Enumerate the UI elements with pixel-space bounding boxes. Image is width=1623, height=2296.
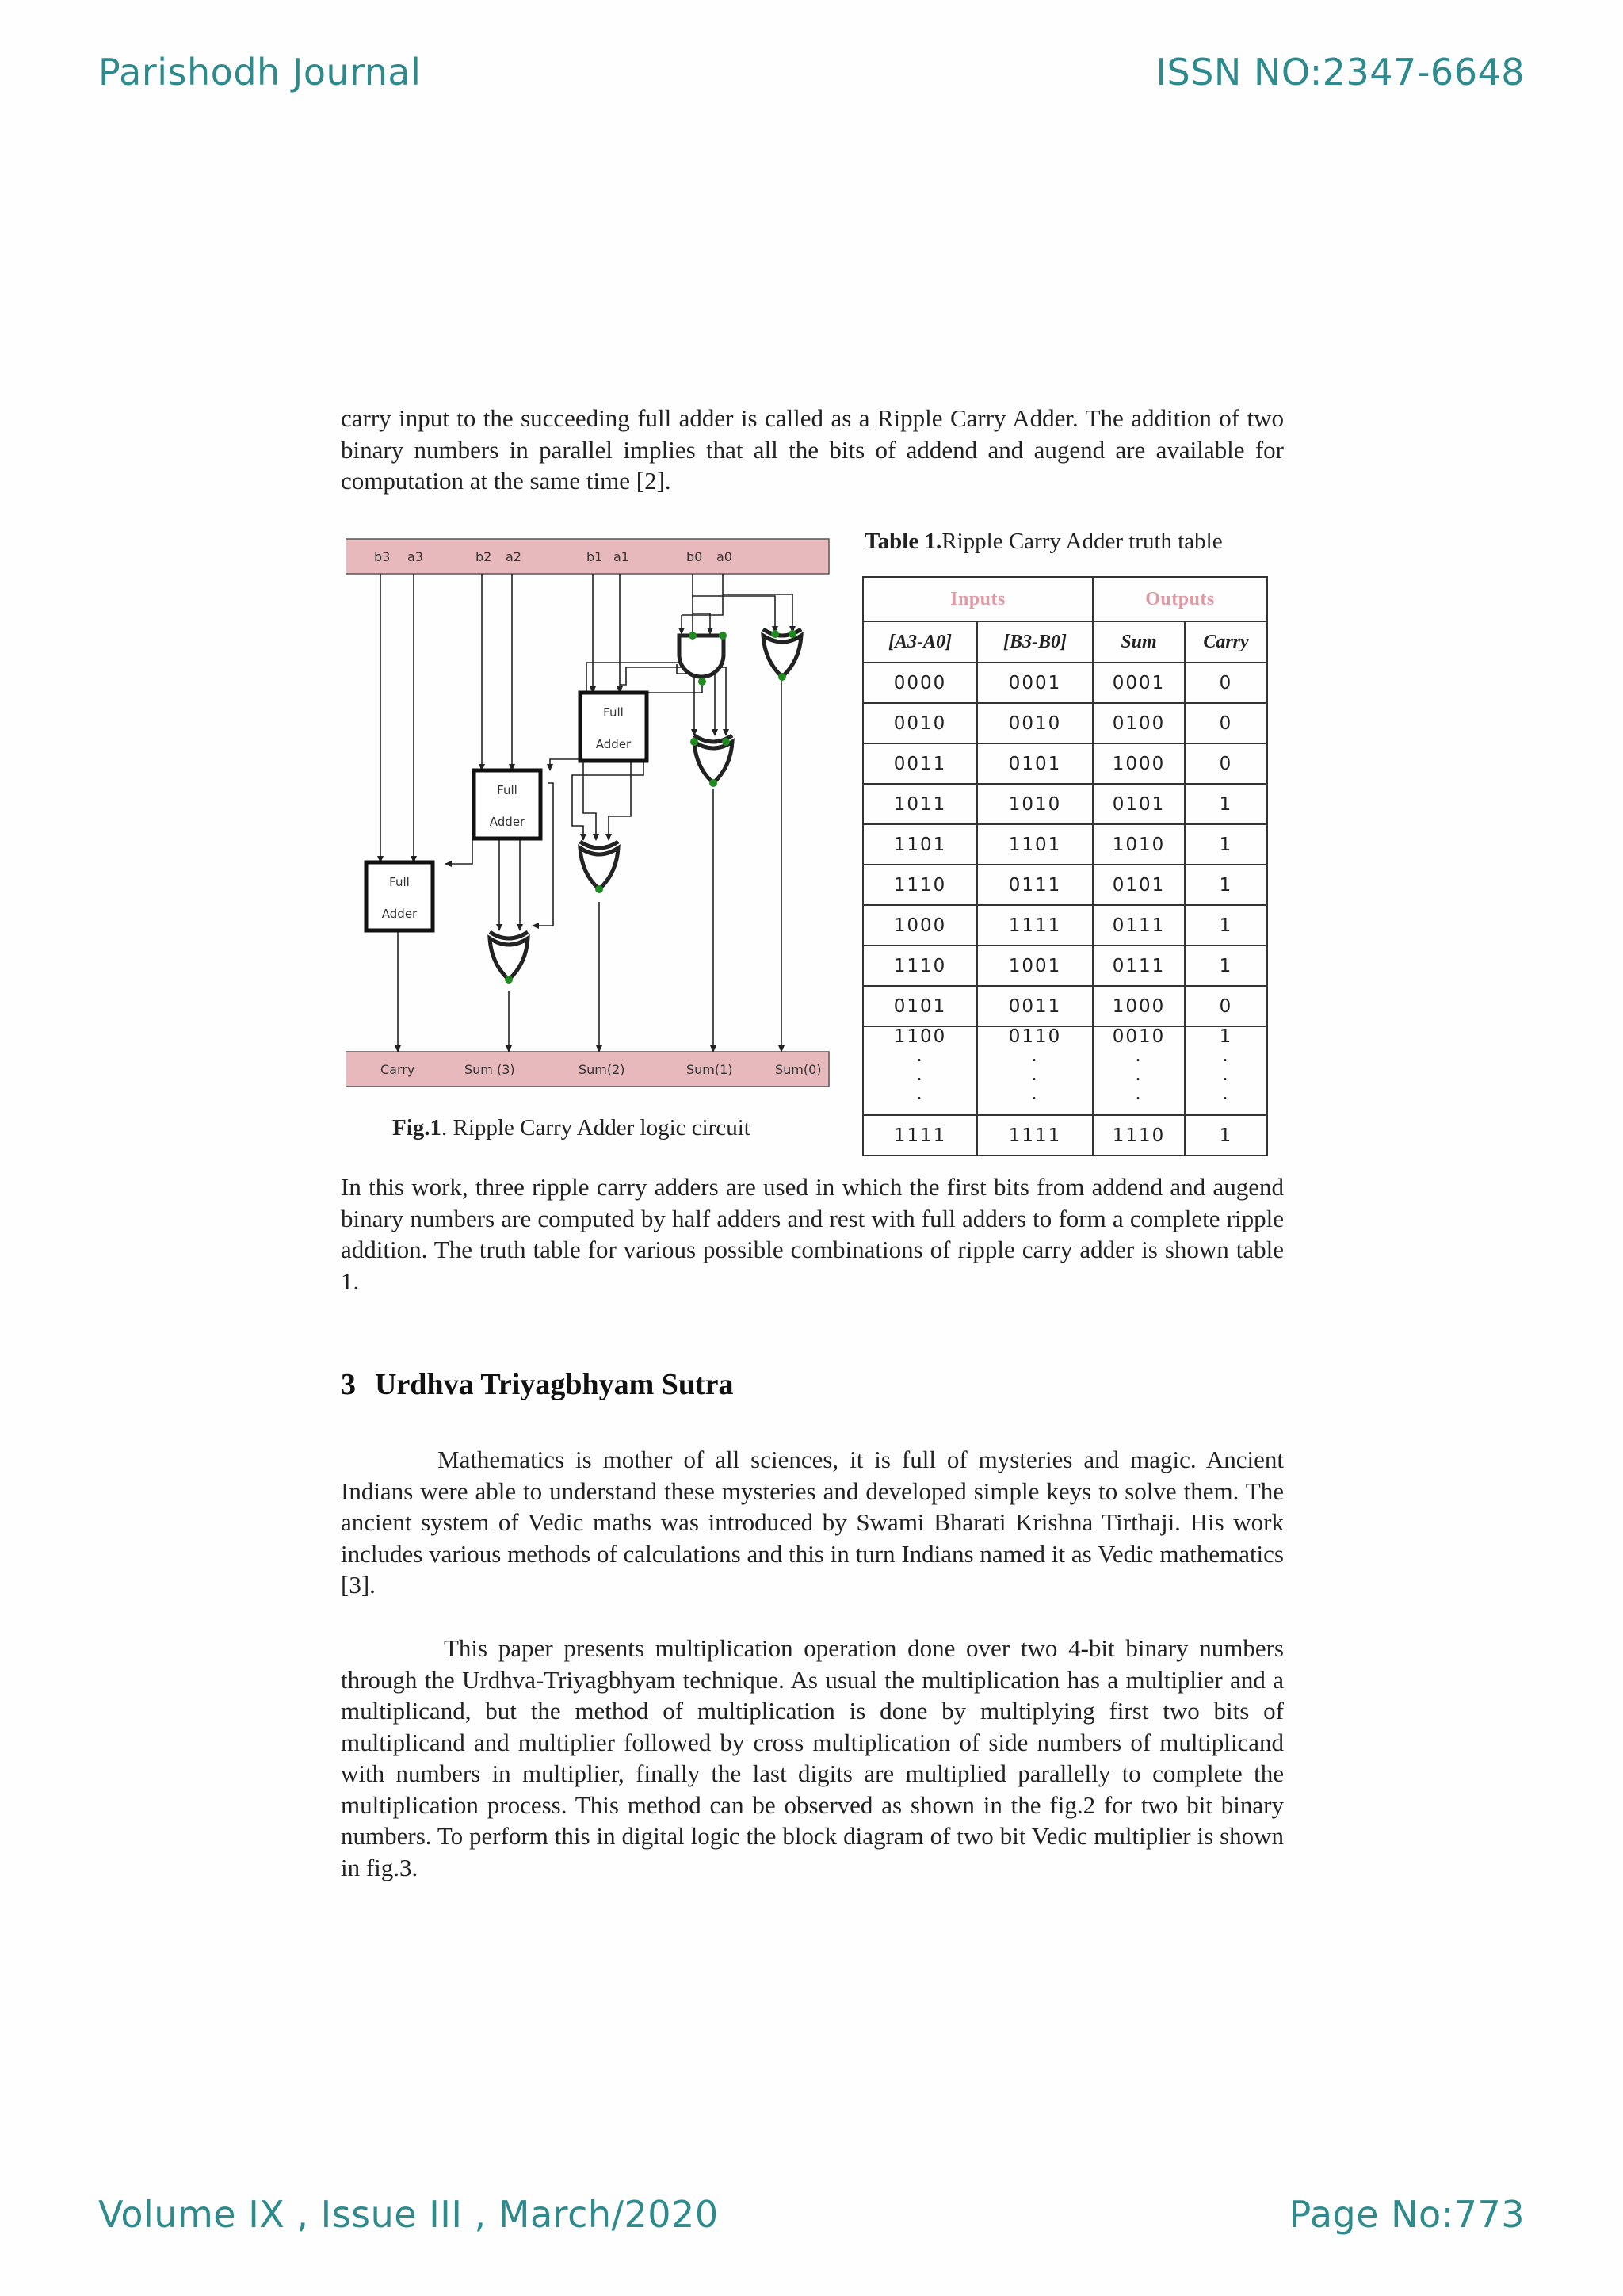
table-cell: 1 bbox=[1185, 784, 1267, 824]
input-label: a1 bbox=[613, 549, 629, 564]
full-adder-block bbox=[580, 693, 647, 761]
output-label: Sum(1) bbox=[686, 1062, 733, 1077]
table-row bbox=[863, 1026, 1267, 1115]
table-cell: 0011 bbox=[977, 986, 1093, 1026]
ellipsis-dot: . bbox=[1222, 1064, 1230, 1085]
table-cell: 1 bbox=[1185, 865, 1267, 905]
table-cell: 0111 bbox=[1093, 946, 1185, 986]
page-number: Page No:773 bbox=[1289, 2193, 1525, 2236]
journal-title: Parishodh Journal bbox=[98, 51, 422, 94]
table-cell: 0011 bbox=[863, 743, 977, 784]
section-number: 3 bbox=[341, 1368, 356, 1401]
column-header-a: [A3-A0] bbox=[863, 621, 977, 663]
outputs-group-header: Outputs bbox=[1093, 577, 1267, 621]
table-cell: 0100 bbox=[1093, 703, 1185, 743]
table-cell: 0 bbox=[1185, 663, 1267, 703]
table-cell: 0 bbox=[1185, 743, 1267, 784]
ellipsis-dot: . bbox=[1222, 1045, 1230, 1066]
table-cell: 1 bbox=[1185, 1115, 1267, 1156]
volume-issue: Volume IX , Issue III , March/2020 bbox=[98, 2193, 719, 2236]
table-cell: 1101 bbox=[863, 824, 977, 865]
table-cell: 0111 bbox=[977, 865, 1093, 905]
full-adder-label: Full bbox=[389, 875, 410, 889]
intro-paragraph bbox=[341, 403, 1284, 497]
full-adder-block bbox=[474, 770, 540, 839]
table-cell: 1010 bbox=[977, 784, 1093, 824]
table-cell bbox=[1093, 1026, 1185, 1115]
xor-gate-sum3 bbox=[490, 938, 528, 980]
input-label: a2 bbox=[506, 549, 521, 564]
ellipsis-dot: . bbox=[1031, 1045, 1039, 1066]
ellipsis-dot: . bbox=[1031, 1064, 1039, 1085]
input-label: a3 bbox=[407, 549, 423, 564]
after-figure-paragraph bbox=[341, 1171, 1284, 1297]
table-row-last bbox=[863, 1115, 1267, 1156]
table-cell: 0101 bbox=[1093, 865, 1185, 905]
table-cell: 0101 bbox=[863, 986, 977, 1026]
output-label: Sum(0) bbox=[775, 1062, 822, 1077]
figure-caption-label: Fig.1 bbox=[392, 1115, 442, 1140]
input-label: b3 bbox=[374, 549, 391, 564]
table-cell: 0000 bbox=[863, 663, 977, 703]
sutra-paragraph-1 bbox=[341, 1444, 1284, 1601]
table-cell: 1011 bbox=[863, 784, 977, 824]
table-cell: 1101 bbox=[977, 824, 1093, 865]
ellipsis-dot: . bbox=[1031, 1083, 1039, 1104]
table-cell: 0001 bbox=[977, 663, 1093, 703]
and-gate bbox=[679, 636, 724, 677]
figure-caption-text: . Ripple Carry Adder logic circuit bbox=[441, 1115, 750, 1140]
ellipsis-dot: . bbox=[1135, 1045, 1143, 1066]
table-cell bbox=[863, 1026, 977, 1115]
issn-number: ISSN NO:2347-6648 bbox=[1155, 51, 1525, 94]
output-label: Sum (3) bbox=[464, 1062, 515, 1077]
table-cell: 0101 bbox=[977, 743, 1093, 784]
cell-value: 0110 bbox=[1008, 1026, 1062, 1047]
output-label: Carry bbox=[380, 1062, 415, 1077]
ellipsis-dot: . bbox=[1222, 1083, 1230, 1104]
table-cell: 0 bbox=[1185, 986, 1267, 1026]
column-header-carry: Carry bbox=[1185, 621, 1267, 663]
ellipsis-dot: . bbox=[916, 1083, 924, 1104]
junction-node bbox=[698, 678, 706, 686]
junction-node bbox=[771, 630, 779, 638]
inputs-group-header: Inputs bbox=[863, 577, 1093, 621]
table-cell: 1 bbox=[1185, 824, 1267, 865]
table-cell bbox=[1185, 1026, 1267, 1115]
junction-node bbox=[505, 976, 513, 984]
column-header-sum: Sum bbox=[1093, 621, 1185, 663]
table-caption bbox=[865, 529, 1223, 555]
ellipsis-dot: . bbox=[1135, 1083, 1143, 1104]
section-heading bbox=[341, 1367, 734, 1402]
table-cell: 1110 bbox=[863, 865, 977, 905]
table-row bbox=[863, 663, 1267, 703]
table-row bbox=[863, 946, 1267, 986]
full-adder-label: Adder bbox=[595, 737, 632, 751]
table-cell: 1000 bbox=[863, 905, 977, 946]
junction-node bbox=[722, 738, 730, 746]
input-label: b2 bbox=[475, 549, 492, 564]
ripple-carry-adder-circuit bbox=[346, 537, 831, 1090]
table-row bbox=[863, 865, 1267, 905]
ellipsis-dot: . bbox=[1135, 1064, 1143, 1085]
xor-gate-sum2 bbox=[580, 848, 618, 889]
table-cell: 1010 bbox=[1093, 824, 1185, 865]
junction-node bbox=[689, 632, 697, 640]
input-label: a0 bbox=[716, 549, 732, 564]
paragraph: This paper presents multiplication operation done over two 4-bit binary numbers through the Urdhva-Triyagbhyam technique. As usual the multiplication has a multiplier and a multiplicand, but the method of multiplication is done by multiplying first two bits of multiplicand and multiplier followed by cross multiplication of side numbers of multiplicand with numbers in multiplier, finally the last digits are multiplied parallelly to complete the multiplication process. This method can be observed as shown in the fig.2 for two bit binary numbers. To perform this in digital logic the block diagram of two bit Vedic multiplier is shown in fig.3. bbox=[341, 1634, 1284, 1881]
table-row bbox=[863, 743, 1267, 784]
table-cell: 0010 bbox=[863, 703, 977, 743]
table-cell: 0010 bbox=[977, 703, 1093, 743]
full-adder-label: Adder bbox=[489, 815, 525, 829]
junction-node bbox=[709, 779, 717, 787]
junction-node bbox=[778, 673, 786, 681]
full-adder-block bbox=[366, 862, 433, 930]
xor-gate-sum0 bbox=[763, 636, 801, 677]
table-cell: 1110 bbox=[1093, 1115, 1185, 1156]
paragraph: Mathematics is mother of all sciences, it is full of mysteries and magic. Ancient Indians were able to understand these mysteries and developed simple keys to solve them. The ancient system of Vedic maths was introduced by Swami Bharati Krishna Tirthaji. His work includes various methods of calculations and this in turn Indians named it as Vedic mathematics [3]. bbox=[341, 1446, 1284, 1599]
paragraph: In this work, three ripple carry adders are used in which the first bits from addend and augend binary numbers are computed by half adders and rest with full adders to form a complete ripple addition. The truth table for various possible combinations of ripple carry adder is shown table 1. bbox=[341, 1173, 1284, 1295]
junction-node bbox=[719, 632, 727, 640]
paragraph: carry input to the succeeding full adder is called as a Ripple Carry Adder. The addition of two binary numbers in parallel implies that all the bits of addend and augend are available for computation at the same time [2]. bbox=[341, 404, 1284, 495]
table-cell: 1111 bbox=[977, 905, 1093, 946]
table-caption-label: Table 1. bbox=[865, 529, 942, 554]
figure-caption bbox=[392, 1115, 750, 1141]
junction-node bbox=[690, 738, 698, 746]
table-row bbox=[863, 784, 1267, 824]
table-cell: 1 bbox=[1185, 946, 1267, 986]
table-cell: 1 bbox=[1185, 905, 1267, 946]
table-cell: 1111 bbox=[977, 1115, 1093, 1156]
section-title: Urdhva Triyagbhyam Sutra bbox=[375, 1368, 734, 1401]
xor-gate-sum1 bbox=[694, 742, 732, 783]
cell-value: 1 bbox=[1219, 1026, 1233, 1047]
table-cell: 1000 bbox=[1093, 986, 1185, 1026]
table-row bbox=[863, 905, 1267, 946]
table-row bbox=[863, 824, 1267, 865]
table-cell: 0 bbox=[1185, 703, 1267, 743]
junction-node bbox=[595, 885, 603, 893]
table-cell: 0001 bbox=[1093, 663, 1185, 703]
table-cell: 0101 bbox=[1093, 784, 1185, 824]
full-adder-label: Full bbox=[497, 783, 517, 797]
ellipsis-dot: . bbox=[916, 1045, 924, 1066]
output-label: Sum(2) bbox=[579, 1062, 625, 1077]
input-label: b0 bbox=[686, 549, 703, 564]
ellipsis-dot: . bbox=[916, 1064, 924, 1085]
table-row bbox=[863, 703, 1267, 743]
table-cell: 0111 bbox=[1093, 905, 1185, 946]
sutra-paragraph-2 bbox=[341, 1633, 1284, 1883]
table-cell: 1111 bbox=[863, 1115, 977, 1156]
cell-value: 1100 bbox=[893, 1026, 947, 1047]
table-cell: 1001 bbox=[977, 946, 1093, 986]
table-cell: 1000 bbox=[1093, 743, 1185, 784]
truth-table bbox=[862, 576, 1268, 1156]
table-cell: 1110 bbox=[863, 946, 977, 986]
table-cell bbox=[977, 1026, 1093, 1115]
column-header-b: [B3-B0] bbox=[977, 621, 1093, 663]
input-label: b1 bbox=[586, 549, 603, 564]
table-row bbox=[863, 986, 1267, 1026]
cell-value: 0010 bbox=[1112, 1026, 1166, 1047]
junction-node bbox=[789, 630, 796, 638]
table-caption-text: Ripple Carry Adder truth table bbox=[941, 529, 1223, 554]
full-adder-label: Full bbox=[603, 705, 624, 720]
full-adder-label: Adder bbox=[381, 907, 418, 921]
